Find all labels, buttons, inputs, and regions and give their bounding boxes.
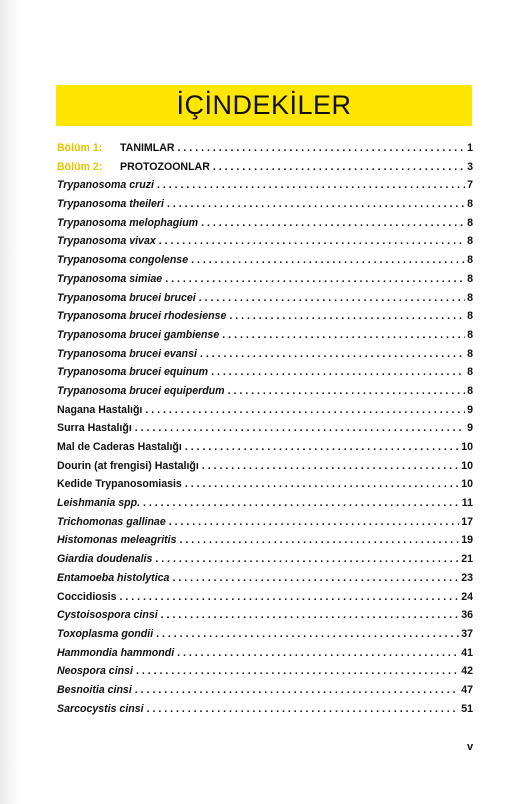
entry-title: Neospora cinsi [57, 665, 133, 678]
toc-title: İÇİNDEKİLER [176, 90, 352, 120]
dot-leader [119, 588, 459, 607]
toc-entry [57, 662, 473, 681]
dot-leader [169, 513, 459, 532]
toc-entry [57, 307, 473, 326]
entry-page-number: 8 [467, 198, 473, 211]
dot-leader [155, 550, 459, 569]
entry-page-number: 9 [467, 403, 473, 416]
dot-leader [167, 195, 465, 214]
entry-page-number: 19 [461, 534, 473, 547]
toc-entry [57, 569, 473, 588]
dot-leader [165, 270, 465, 289]
entry-page-number: 8 [467, 384, 473, 397]
entry-page-number: 24 [461, 590, 473, 603]
dot-leader [201, 214, 465, 233]
entry-page-number: 8 [467, 291, 473, 304]
dot-leader [143, 494, 460, 513]
dot-leader [200, 345, 465, 364]
chapter-label: Bölüm 1: [57, 142, 103, 154]
dot-leader [202, 457, 459, 476]
entry-page-number: 8 [467, 347, 473, 360]
entry-title: Trypanosoma theileri [57, 198, 164, 211]
toc-entry [57, 401, 473, 420]
dot-leader [180, 531, 460, 550]
entry-page-number: 8 [467, 216, 473, 229]
dot-leader [213, 158, 465, 177]
dot-leader [172, 569, 459, 588]
entry-title: Trypanosoma brucei equinum [57, 366, 209, 379]
entry-title: Surra Hastalığı [57, 422, 132, 435]
entry-page-number: 17 [461, 515, 473, 528]
dot-leader [228, 382, 465, 401]
dot-leader [191, 251, 465, 270]
dot-leader [185, 475, 459, 494]
entry-page-number: 8 [467, 254, 473, 267]
toc-entry [57, 176, 473, 195]
entry-title: Trypanosoma congolense [57, 254, 189, 267]
entry-title: Trypanosoma vivax [57, 235, 156, 248]
entry-page-number: 8 [467, 366, 473, 379]
dot-leader [147, 700, 460, 719]
entry-title: Nagana Hastalığı [57, 403, 143, 416]
toc-entry [57, 251, 473, 270]
entry-title: Dourin (at frengisi) Hastalığı [57, 459, 199, 472]
entry-page-number: 37 [461, 627, 473, 640]
dot-leader [156, 625, 459, 644]
entry-page-number: 23 [461, 571, 473, 584]
toc-entry [57, 644, 473, 663]
entry-title: PROTOZOONLAR [120, 160, 210, 173]
toc-title-banner [56, 85, 472, 126]
entry-page-number: 8 [467, 272, 473, 285]
table-of-contents [57, 139, 473, 718]
entry-title: Trichomonas gallinae [57, 515, 166, 528]
entry-page-number: 10 [461, 459, 473, 472]
dot-leader [161, 606, 460, 625]
entry-title: Trypanosoma simiae [57, 272, 163, 285]
toc-entry [57, 588, 473, 607]
dot-leader [159, 232, 465, 251]
entry-title: Trypanosoma cruzi [57, 179, 154, 192]
toc-entry [57, 438, 473, 457]
toc-entry [57, 494, 473, 513]
dot-leader [178, 139, 465, 158]
entry-title: Cystoisospora cinsi [57, 609, 158, 622]
entry-title: Histomonas meleagritis [57, 534, 177, 547]
entry-page-number: 8 [467, 310, 473, 323]
entry-page-number: 36 [461, 609, 473, 622]
dot-leader [157, 176, 465, 195]
dot-leader [222, 326, 465, 345]
dot-leader [199, 289, 465, 308]
entry-page-number: 42 [461, 665, 473, 678]
entry-title: Trypanosoma brucei equiperdum [57, 384, 225, 397]
entry-title: Coccidiosis [57, 590, 117, 603]
entry-title: Giardia doudenalis [57, 553, 153, 566]
toc-entry [57, 681, 473, 700]
entry-page-number: 9 [467, 422, 473, 435]
toc-entry [57, 326, 473, 345]
dot-leader [211, 363, 465, 382]
dot-leader [185, 438, 459, 457]
entry-title: Sarcocystis cinsi [57, 702, 144, 715]
entry-title: Trypanosoma melophagium [57, 216, 199, 229]
toc-entry [57, 475, 473, 494]
toc-entry [57, 158, 473, 177]
toc-entry [57, 289, 473, 308]
toc-entry [57, 363, 473, 382]
entry-page-number: 21 [461, 553, 473, 566]
toc-entry [57, 513, 473, 532]
entry-title: TANIMLAR [120, 142, 175, 154]
toc-entry [57, 232, 473, 251]
toc-entry [57, 419, 473, 438]
entry-title: Trypanosoma brucei brucei [57, 291, 196, 304]
toc-entry [57, 457, 473, 476]
entry-page-number: 8 [467, 328, 473, 341]
entry-title: Entamoeba histolytica [57, 571, 170, 584]
dot-leader [177, 644, 459, 663]
dot-leader [135, 681, 459, 700]
toc-entry [57, 270, 473, 289]
entry-page-number: 47 [461, 683, 473, 696]
dot-leader [136, 662, 459, 681]
chapter-label: Bölüm 2: [57, 160, 103, 173]
entry-page-number: 3 [467, 160, 473, 173]
dot-leader [229, 307, 465, 326]
entry-page-number: 51 [461, 702, 473, 715]
dot-leader [145, 401, 465, 420]
toc-entry [57, 195, 473, 214]
entry-page-number: 7 [467, 179, 473, 192]
entry-title: Mal de Caderas Hastalığı [57, 441, 182, 453]
toc-entry [57, 700, 473, 719]
page-number: v [467, 741, 474, 753]
entry-page-number: 10 [461, 478, 473, 491]
dot-leader [135, 419, 465, 438]
entry-page-number: 1 [467, 142, 473, 154]
toc-entry [57, 214, 473, 233]
entry-title: Trypanosoma brucei gambiense [57, 328, 220, 341]
entry-title: Toxoplasma gondii [57, 627, 154, 640]
entry-page-number: 10 [461, 441, 473, 453]
toc-entry [57, 382, 473, 401]
entry-title: Trypanosoma brucei evansi [57, 347, 197, 360]
entry-title: Besnoitia cinsi [57, 683, 132, 696]
entry-page-number: 41 [461, 646, 473, 659]
entry-page-number: 11 [461, 497, 473, 510]
toc-entry [57, 606, 473, 625]
entry-title: Kedide Trypanosomiasis [57, 478, 182, 491]
toc-entry [57, 625, 473, 644]
toc-entry [57, 139, 473, 158]
entry-title: Hammondia hammondi [57, 646, 175, 659]
toc-entry [57, 345, 473, 364]
entry-page-number: 8 [467, 235, 473, 248]
toc-entry [57, 531, 473, 550]
entry-title: Leishmania spp. [57, 497, 141, 510]
entry-title: Trypanosoma brucei rhodesiense [57, 310, 227, 323]
toc-entry [57, 550, 473, 569]
